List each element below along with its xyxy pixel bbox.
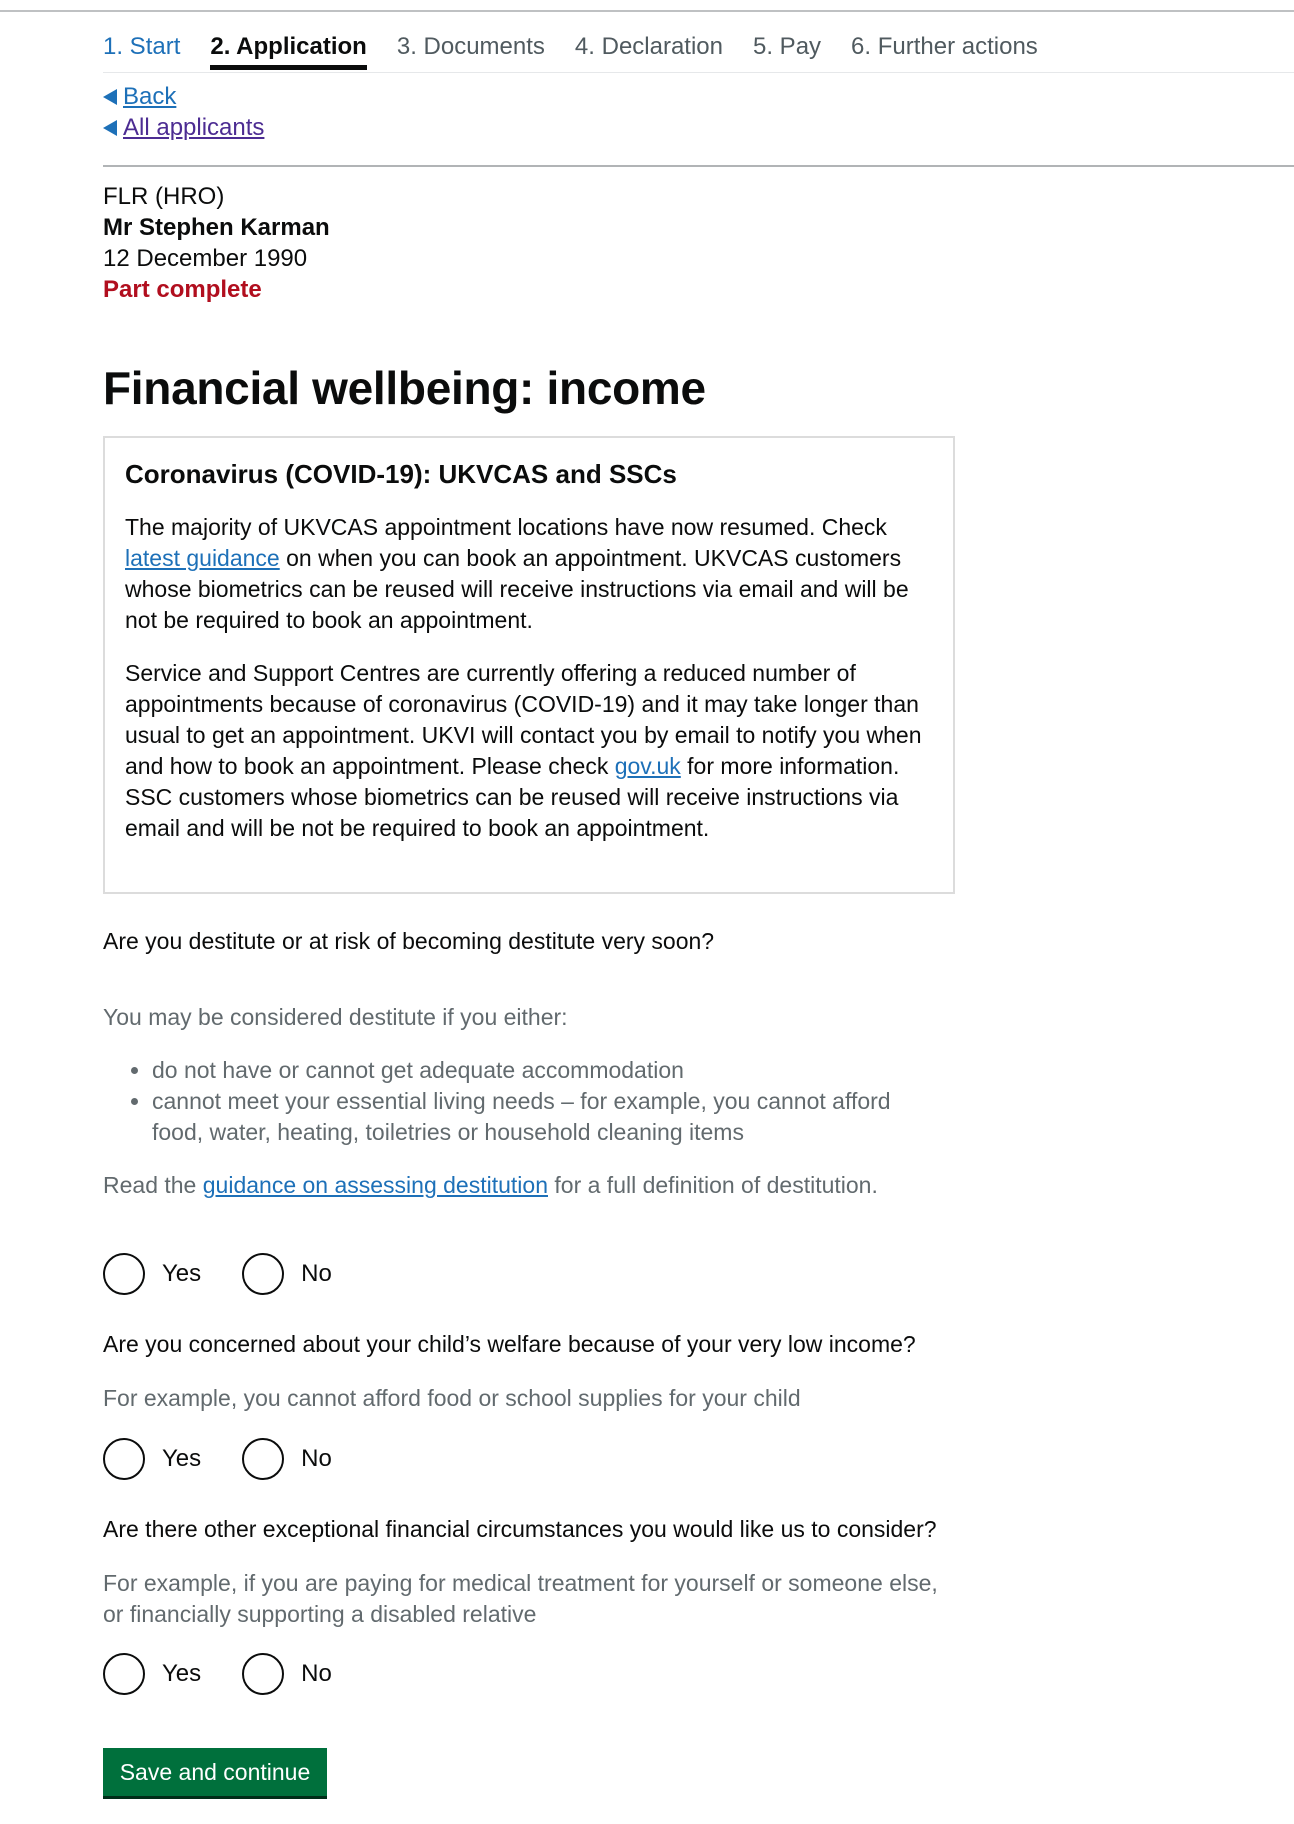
step-documents[interactable]: 3. Documents xyxy=(396,33,545,60)
notice-paragraph-2 xyxy=(125,658,933,844)
destitute-no-option[interactable] xyxy=(242,1253,332,1295)
step-further-actions[interactable]: 6. Further actions xyxy=(851,33,1038,60)
hint-text: Read the xyxy=(103,1172,203,1198)
destitute-hint xyxy=(103,1002,963,1201)
radio-label: Yes xyxy=(162,1260,202,1287)
step-pay[interactable]: 5. Pay xyxy=(753,33,822,60)
child-welfare-yes-option[interactable] xyxy=(103,1438,201,1480)
applicant-dob: 12 December 1990 xyxy=(103,245,308,272)
application-route: FLR (HRO) xyxy=(103,183,225,210)
radio-button[interactable] xyxy=(242,1653,284,1695)
step-application[interactable]: 2. Application xyxy=(210,32,366,70)
radio-label: No xyxy=(301,1260,332,1287)
applicant-divider xyxy=(103,165,1294,167)
latest-guidance-link[interactable]: latest guidance xyxy=(125,545,280,571)
steps-divider xyxy=(103,72,1294,73)
radio-button[interactable] xyxy=(103,1253,145,1295)
guidance-sentence xyxy=(103,1170,963,1201)
radio-button[interactable] xyxy=(103,1653,145,1695)
all-applicants-link[interactable]: All applicants xyxy=(123,114,265,141)
covid-notice xyxy=(103,436,955,894)
list-item: • do not have or cannot get adequate accommodation xyxy=(152,1055,963,1086)
back-arrow-icon xyxy=(103,120,117,136)
exceptional-circumstances-radios xyxy=(103,1653,373,1695)
page-title: Financial wellbeing: income xyxy=(103,362,706,414)
question-child-welfare: Are you concerned about your child’s welfare because of your very low income? xyxy=(103,1331,916,1357)
notice-text: on when you can book an appointment. UKVCAS customers whose biometrics can be reused will receive instructions via email and will be not be required to book an appointment. xyxy=(125,545,909,633)
list-item: • cannot meet your essential living needs – for example, you cannot afford food, water, heating, toiletries or household cleaning items xyxy=(152,1086,912,1148)
question-destitute: Are you destitute or at risk of becoming destitute very soon? xyxy=(103,928,715,954)
radio-button[interactable] xyxy=(103,1438,145,1480)
all-applicants-row xyxy=(103,113,264,143)
back-link-row xyxy=(103,82,176,112)
step-declaration[interactable]: 4. Declaration xyxy=(574,33,723,60)
child-welfare-hint: For example, you cannot afford food or school supplies for your child xyxy=(103,1385,801,1411)
step-navigation xyxy=(103,32,1294,70)
radio-button[interactable] xyxy=(242,1438,284,1480)
gov-uk-link[interactable]: gov.uk xyxy=(614,753,681,779)
destitution-guidance-link[interactable]: guidance on assessing destitution xyxy=(202,1172,548,1198)
status-badge: Part complete xyxy=(103,276,262,303)
destitute-radios xyxy=(103,1253,373,1295)
destitute-criteria-list xyxy=(103,1055,963,1148)
radio-button[interactable] xyxy=(242,1253,284,1295)
radio-label: No xyxy=(301,1445,332,1472)
exceptional-circumstances-hint: For example, if you are paying for medical treatment for yourself or someone else, or financially supporting a disabled relative xyxy=(103,1570,938,1627)
question-exceptional-circumstances: Are there other exceptional financial circumstances you would like us to consider? xyxy=(103,1516,937,1542)
top-divider xyxy=(0,10,1294,12)
notice-text: The majority of UKVCAS appointment locations have now resumed. Check xyxy=(125,514,887,540)
save-and-continue-button[interactable]: Save and continue xyxy=(103,1748,327,1796)
exceptional-no-option[interactable] xyxy=(242,1653,332,1695)
child-welfare-radios xyxy=(103,1438,373,1480)
destitute-yes-option[interactable] xyxy=(103,1253,201,1295)
applicant-name: Mr Stephen Karman xyxy=(103,214,330,241)
step-start[interactable]: 1. Start xyxy=(103,33,181,60)
notice-text: Service and Support Centres are currently offering a reduced number of appointments because of coronavirus (COVID-19) and it may take longer than usual to get an appointment. UKVI will contact you by email to notify you when and how to book an appointment. Please check xyxy=(125,660,922,779)
hint-text: for a full definition of destitution. xyxy=(548,1172,878,1198)
notice-title: Coronavirus (COVID-19): UKVCAS and SSCs xyxy=(125,459,677,489)
child-welfare-no-option[interactable] xyxy=(242,1438,332,1480)
back-arrow-icon xyxy=(103,89,117,105)
radio-label: Yes xyxy=(162,1445,202,1472)
radio-label: Yes xyxy=(162,1660,202,1687)
notice-paragraph-1 xyxy=(125,512,933,636)
hint-intro: You may be considered destitute if you either: xyxy=(103,1004,568,1030)
applicant-summary xyxy=(103,181,330,305)
back-link[interactable]: Back xyxy=(123,83,177,110)
radio-label: No xyxy=(301,1660,332,1687)
notice-text: for more information. SSC customers whose biometrics can be reused will receive instructions via email and will be not be required to book an appointment. xyxy=(125,753,900,841)
exceptional-yes-option[interactable] xyxy=(103,1653,201,1695)
